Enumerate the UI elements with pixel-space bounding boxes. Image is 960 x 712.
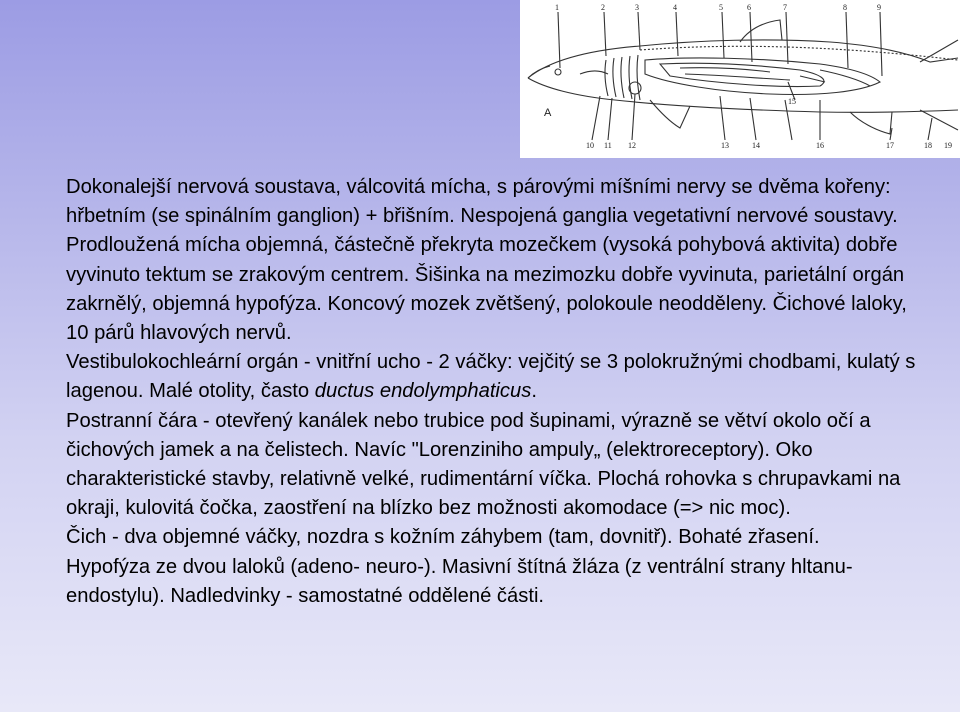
label-6: 6	[747, 3, 751, 12]
label-14: 14	[752, 141, 760, 150]
label-10: 10	[586, 141, 594, 150]
italic-term: ductus endolymphaticus	[314, 380, 532, 403]
paragraph-lateral-line	[66, 407, 926, 524]
paragraph-run: Vestibulokochleární orgán - vnitřní ucho - 2 váčky: vejčitý se 3 polokružnými chodbami, kulatý s lagenou. Malé otolity, často	[66, 351, 922, 403]
shark-anatomy-figure	[520, 0, 960, 158]
figure-letter: A	[544, 107, 552, 119]
label-13: 13	[721, 141, 729, 150]
shark-anatomy-drawing	[520, 0, 960, 158]
paragraph-inner-ear	[66, 348, 926, 406]
label-7: 7	[783, 3, 787, 12]
paragraph-run: .	[531, 380, 537, 403]
label-12: 12	[628, 141, 636, 150]
paragraph-glands	[66, 553, 926, 611]
label-11: 11	[604, 141, 612, 150]
label-2: 2	[601, 3, 605, 12]
label-5: 5	[719, 3, 723, 12]
label-8: 8	[843, 3, 847, 12]
label-18: 18	[924, 141, 932, 150]
paragraph-run: Hypofýza ze dvou laloků (adeno- neuro-). Masivní štítná žláza (z ventrální strany hltanu-endostylu). Nadledvinky - samostatné oddělené části.	[66, 555, 853, 607]
paragraph-nervous-system	[66, 173, 926, 348]
label-9: 9	[877, 3, 881, 12]
label-3: 3	[635, 3, 639, 12]
paragraph-run: Dokonalejší nervová soustava, válcovitá mícha, s párovými míšními nervy se dvěma kořeny: hřbetním (se spinálním ganglion) + břišním. Nespojená ganglia vegetativní nervové soustavy. Prodloužená mícha objemná, částečně překryta mozečkem (vysoká pohybová aktivita) dobře vyvinuto tektum se zrakovým centrem. Šišinka na mezimozku dobře vyvinuta, parietální orgán zakrnělý, objemná hypofýza. Koncový mozek zvětšený, polokoule neodděleny. Čichové laloky, 10 párů hlavových nervů.	[66, 176, 913, 345]
label-17: 17	[886, 141, 894, 150]
paragraph-run: Postranní čára - otevřený kanálek nebo trubice pod šupinami, výrazně se větví okolo očí a čichových jamek a na čelistech. Navíc "Lorenziniho ampuly„ (elektroreceptory). Oko charakteristické stavby, relativně velké, rudimentární víčka. Plochá rohovka s chrupavkami na okraji, kulovitá čočka, zaostření na blízko bez možnosti akomodace (=> nic moc).	[66, 409, 907, 520]
paragraph-smell	[66, 523, 926, 552]
label-16: 16	[816, 141, 824, 150]
label-15: 15	[788, 97, 796, 106]
label-1: 1	[555, 3, 559, 12]
paragraph-run: Čich - dva objemné váčky, nozdra s kožním záhybem (tam, dovnitř). Bohaté zřasení.	[66, 526, 820, 549]
label-19: 19	[944, 141, 952, 150]
text-body	[66, 173, 926, 611]
label-4: 4	[673, 3, 677, 12]
